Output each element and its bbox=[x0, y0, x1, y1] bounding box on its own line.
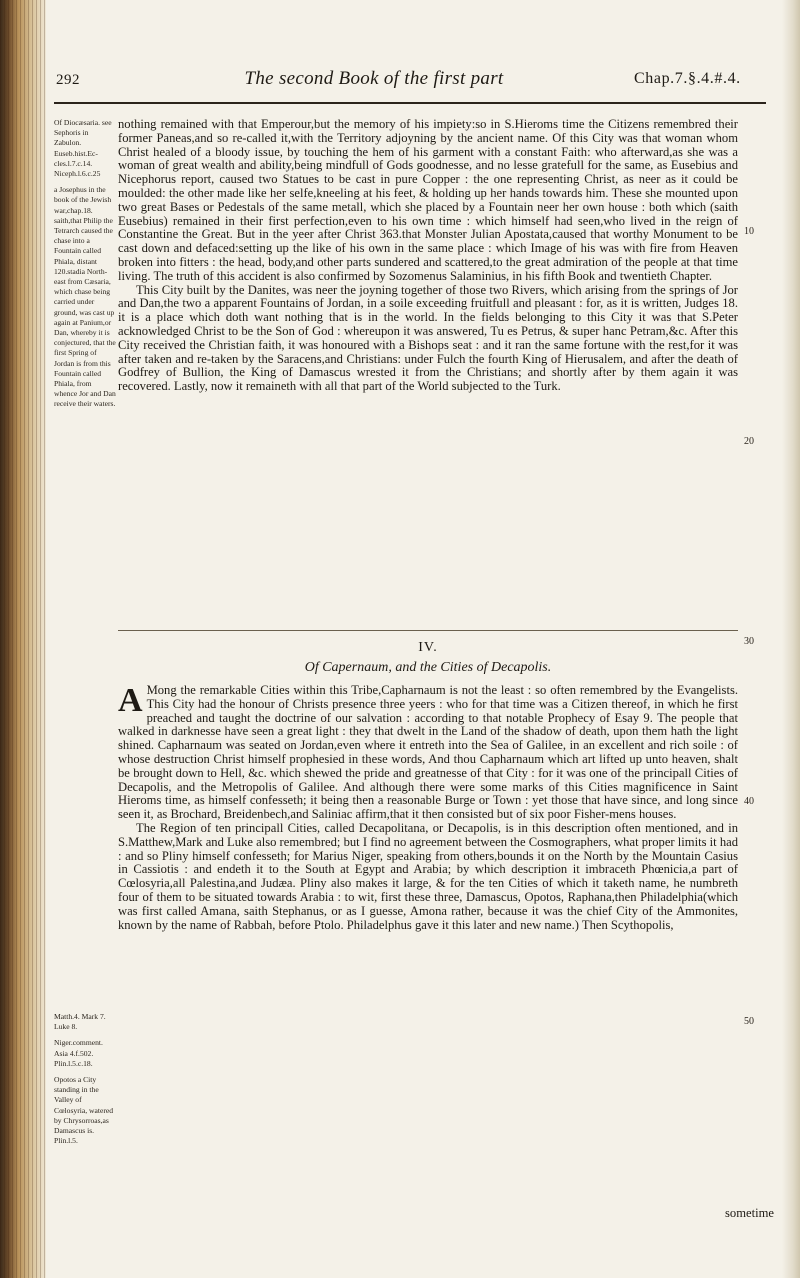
running-title: The second Book of the first part bbox=[244, 68, 504, 89]
paragraph-text: Mong the remarkable Cities within this Tribe,Capharnaum is not the least : so often remembred by the Evangelists. This City had the honour of Christs presence three yeers : who for that time was a Citizen thereof, in which he first preached and taught the doctrine of our salvation : according to that notable Prophecy of Esay 9. The people that walked in darknesse have seen a great light : they that dwelt in the Land of the shadow of death, upon them hath the light shined. Capharnaum was seated on Jordan,even where it entreth into the Sea of Galilee, in an excellent and rich soile : of whose destruction Christ himself prophesied in these words, And thou Capharnaum which art lifted up unto heaven, shalt be brought down to Hell, &c. which shewed the pride and greatnesse of that City : for it was one of the principall Cities of Decapolis, and the Metropolis of Galilee. And although there were some marks of this Cities magnificence in Saint Hieroms time, as himself confesseth; it being then a reasonable Burge or Town : yet those that have since, and long since seen it, as Brochard, Breidenbech,and Saliniac affirm,that it then consisted but of six poor Fisher-mens houses. bbox=[118, 683, 738, 822]
line-number: 10 bbox=[744, 226, 754, 237]
section-title: Of Capernaum, and the Cities of Decapolis. bbox=[304, 660, 552, 675]
margin-note: a Josephus in the book of the Jewish war,chap.18. saith,that Philip the Tetrarch caused the chase into a Fountain called Phiala, distant 120.stadia North-east from Cæsaria, which chase being carried under ground, was cast up again at Panium,or Dan, whereby it is conjectured, that the first Spring of Jordan is from this Fountain called Phiala, from whence Jor and Dan receive their waters. bbox=[54, 185, 116, 409]
margin-note: Of Diocæsaria. see Sephoris in Zabulon. Euseb.hist.Ec-cles.l.7.c.14. Niceph.l.6.c.25 bbox=[54, 118, 112, 179]
main-text-section bbox=[118, 684, 738, 932]
margin-note: Opotos a City standing in the Valley of Cœlosyria, watered by Chrysorroas,as Damascus is. Plin.l.5. bbox=[54, 1075, 114, 1146]
section-divider bbox=[118, 630, 738, 631]
page-header bbox=[54, 64, 782, 108]
margin-note: Niger.comment. Asia 4.f.502. Plin.l.5.c.18. bbox=[54, 1038, 103, 1068]
line-number: 20 bbox=[744, 436, 754, 447]
binding-texture bbox=[0, 0, 46, 1278]
book-page bbox=[54, 0, 782, 1278]
paragraph bbox=[118, 684, 738, 822]
margin-notes-lower bbox=[54, 1012, 116, 1152]
line-number: 30 bbox=[744, 636, 754, 647]
paragraph: nothing remained with that Emperour,but the memory of his impiety:so in S.Hieroms time the Citizens remembred their former Paneas,and so re-called it,with the Territory adjoyning by the ancient name. Of this City was that woman whom Christ healed of a bloody issue, by touching the hem of his garment with a constant Faith: who afterward,as she was a woman of great wealth and ability,being mindfull of Gods goodnesse, and no lesse gratefull for the same, as Eusebius and Nicephorus report, caused two Statues to be cast in pure Copper : the one representing Christ, as neer as it could be moulded: the other made like her selfe,kneeling at his feet, & holding up her hands towards him. These she mounted upon two great Bases or Pedestals of the same metall, which she placed by a Fountain neer her own house : both which (saith Eusebius) remained in their first perfection,even to his own time : which himself had seen,who lived in the reign of Constantine the Great. But in the yeer after Christ 363.that Monster Julian Apostata,caused that worthy Monument to be cast down and defaced:setting up the like of his own in the same place : which Image of his was with fire from Heaven broken into fitters : the head, body,and other parts sundered and scattered,to the great admiration of the people at that time living. The truth of this accident is also confirmed by Sozomenus Salaminius, in his fifth Book and twentieth Chapter. bbox=[118, 117, 738, 283]
line-number: 50 bbox=[744, 1016, 754, 1027]
page-edge-shadow bbox=[782, 0, 800, 1278]
catchword: sometime bbox=[725, 1206, 774, 1220]
page-number: 292 bbox=[56, 72, 80, 88]
margin-notes-upper bbox=[54, 118, 116, 416]
paragraph: The Region of ten principall Cities, called Decapolitana, or Decapolis, is in this description often mentioned, and in S.Matthew,Mark and Luke also remembred; but I find no agreement between the Cosmographers, what proper limits it had : and so Pliny himself confesseth; for Marius Niger, speaking from others,bounds it on the North by the Mountain Casius in Cassiotis : and endeth it to the South at Egypt and Arabia; by which description it imbraceth Phœnicia,a part of Cœlosyria,all Palestina,and Judæa. Pliny also makes it large, & for the ten Cities of which it taketh name, he numbreth four of them to be situated towards Arabia : to wit, first these three, Damascus, Opotos, Raphana,then Philadelphia(which was first called Amana, saith Stephanus, or as I guesse, Amona rather, because it was the chief City of the Ammonites, known by the name of Rabbah, before Ptolo. Philadelphus gave it this later and new name.) Then Scythopolis, bbox=[118, 820, 738, 932]
margin-note: Matth.4. Mark 7. Luke 8. bbox=[54, 1012, 106, 1032]
chapter-reference: Chap.7.§.4.#.4. bbox=[634, 70, 741, 87]
drop-capital: A bbox=[118, 682, 143, 719]
header-rule bbox=[54, 102, 766, 104]
line-number: 40 bbox=[744, 796, 754, 807]
paragraph: This City built by the Danites, was neer the joyning together of those two Rivers, which arising from the springs of Jor and Dan,the two a apparent Fountains of Jordan, in a soile exceeding fruitfull and pleasant : for, as it is written, Judges 18. it is a place which doth want nothing that is in the world. In the fields belonging to this City it was that S.Peter acknowledged Christ to be the Son of God : whereupon it was answered, Tu es Petrus, & super hanc Petram,&c. After this City received the Christian faith, it was honoured with a Bishops seat : and it ran the same fortune with the rest,for it was after taken and re-taken by the Saracens,and Christians: under Fulch the fourth King of Hierusalem, and after the death of Godfrey of Bullion, the King of Damascus wrested it from the Christians; and shortly after by them again it was recovered. Lastly, now it remaineth with all that part of the World subjected to the Turk. bbox=[118, 282, 738, 394]
main-text-upper bbox=[118, 118, 738, 394]
section-number: IV. bbox=[418, 640, 438, 655]
